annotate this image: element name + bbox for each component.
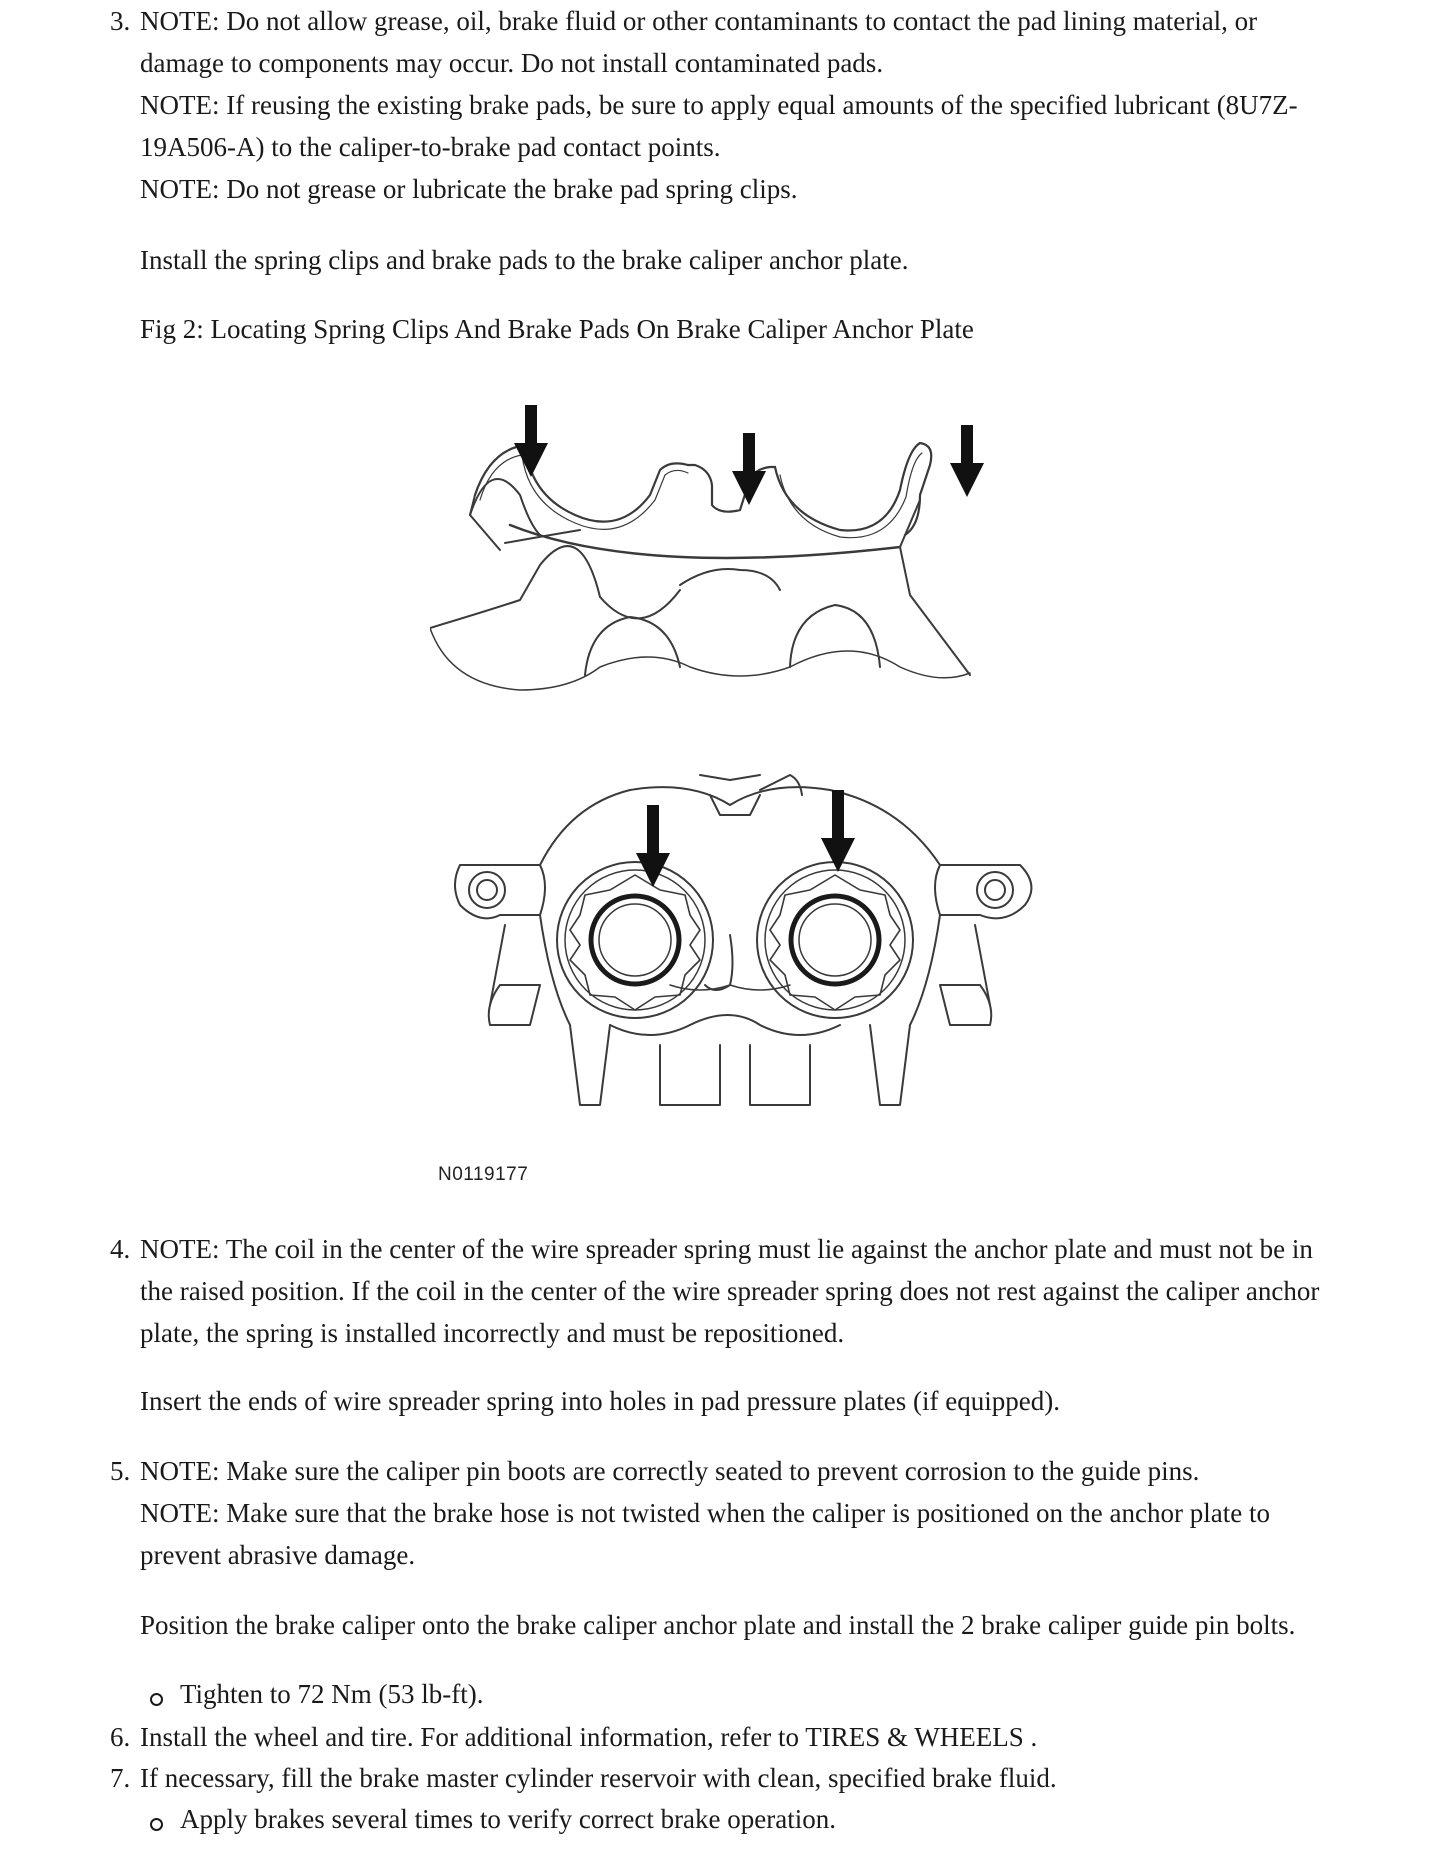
step-number: 4. (110, 1234, 131, 1264)
brake-caliper-figure (430, 385, 1050, 1205)
arrow-down-icon (821, 790, 855, 872)
figure-caption: Fig 2: Locating Spring Clips And Brake Pads On Brake Caliper Anchor Plate (140, 314, 974, 344)
note-line: NOTE: If reusing the existing brake pads, be sure to apply equal amounts of the specified lubricant (8U7Z- (140, 90, 1298, 120)
step-3 (110, 0, 1340, 210)
note-line: NOTE: The coil in the center of the wire spreader spring must lie against the anchor plate and must not be in (140, 1234, 1313, 1264)
step-instruction: Install the spring clips and brake pads to the brake caliper anchor plate. (140, 245, 909, 275)
step-text: If necessary, fill the brake master cylinder reservoir with clean, specified brake fluid. (140, 1763, 1057, 1793)
spring-clip-illustration (430, 443, 970, 690)
arrow-down-icon (514, 405, 548, 477)
step-number: 3. (110, 6, 131, 36)
bullet-item: Tighten to 72 Nm (53 lb-ft). (180, 1679, 484, 1709)
note-line: plate, the spring is installed incorrectly and must be repositioned. (140, 1318, 845, 1348)
step-6 (110, 1716, 1340, 1758)
caliper-anchor-illustration (455, 775, 1031, 1105)
note-line: NOTE: Make sure that the brake hose is not twisted when the caliper is positioned on the anchor plate to (140, 1498, 1270, 1528)
bullet-item: Apply brakes several times to verify correct brake operation. (180, 1804, 836, 1834)
note-line: the raised position. If the coil in the center of the wire spreader spring does not rest against the caliper anchor (140, 1276, 1320, 1306)
bullet-marker (150, 1693, 163, 1706)
arrow-down-icon (950, 425, 984, 497)
arrow-down-icon (636, 805, 670, 887)
note-line: damage to components may occur. Do not install contaminated pads. (140, 48, 884, 78)
step-instruction: Insert the ends of wire spreader spring into holes in pad pressure plates (if equipped). (140, 1386, 1060, 1416)
step-number: 7. (110, 1763, 131, 1793)
step-4 (110, 1228, 1340, 1354)
figure-code: N0119177 (438, 1164, 529, 1185)
step-number: 5. (110, 1456, 131, 1486)
bullet-marker (150, 1818, 163, 1831)
note-line: prevent abrasive damage. (140, 1540, 416, 1570)
step-7 (110, 1757, 1340, 1799)
step-instruction: Position the brake caliper onto the brake caliper anchor plate and install the 2 brake caliper guide pin bolts. (140, 1610, 1296, 1640)
step-5 (110, 1450, 1340, 1576)
note-line: NOTE: Make sure the caliper pin boots are correctly seated to prevent corrosion to the guide pins. (140, 1456, 1200, 1486)
note-line: NOTE: Do not allow grease, oil, brake fluid or other contaminants to contact the pad lining material, or (140, 6, 1258, 36)
step-number: 6. (110, 1722, 131, 1752)
step-text: Install the wheel and tire. For additional information, refer to TIRES & WHEELS . (140, 1722, 1038, 1752)
note-line: 19A506-A) to the caliper-to-brake pad contact points. (140, 132, 721, 162)
note-line: NOTE: Do not grease or lubricate the brake pad spring clips. (140, 174, 798, 204)
